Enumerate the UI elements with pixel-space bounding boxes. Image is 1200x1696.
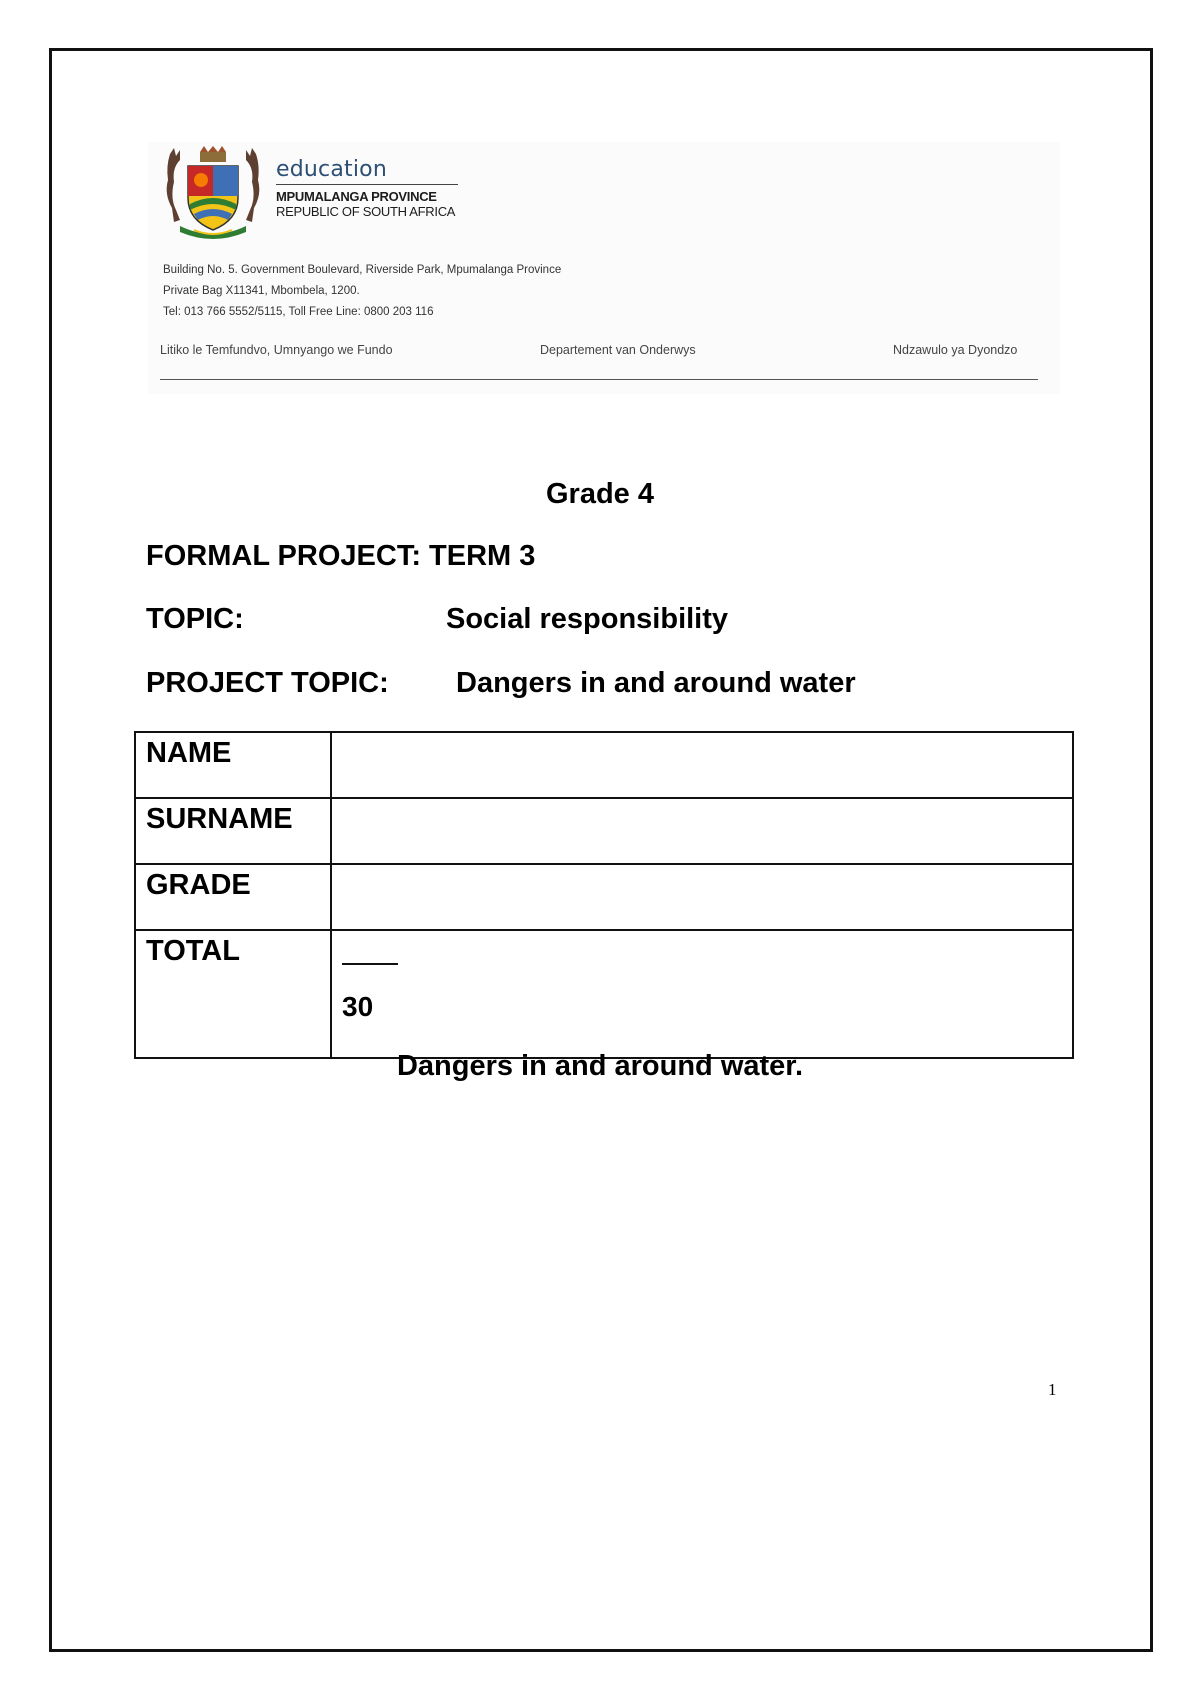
learner-details-table <box>134 731 1074 1059</box>
department-name-afrikaans: Departement van Onderwys <box>540 343 696 357</box>
name-label: NAME <box>135 732 331 798</box>
grade-label: GRADE <box>135 864 331 930</box>
table-row-surname <box>135 798 1073 864</box>
formal-project-heading: FORMAL PROJECT: TERM 3 <box>146 540 536 572</box>
letterhead <box>148 142 1060 394</box>
name-field[interactable] <box>331 732 1073 798</box>
address-line: Private Bag X11341, Mbombela, 1200. <box>163 285 360 297</box>
total-field[interactable] <box>331 930 1073 1058</box>
country-name: REPUBLIC OF SOUTH AFRICA <box>276 204 456 219</box>
project-topic-value: Dangers in and around water <box>456 667 856 699</box>
branding-divider <box>276 184 458 185</box>
address-line: Building No. 5. Government Boulevard, Riverside Park, Mpumalanga Province <box>163 264 562 276</box>
page-number: 1 <box>1048 1380 1057 1399</box>
project-topic-label: PROJECT TOPIC: <box>146 667 389 699</box>
total-score-box <box>332 931 1072 1053</box>
department-name-swati: Litiko le Temfundvo, Umnyango we Fundo <box>160 343 393 357</box>
grade-heading: Grade 4 <box>546 478 654 510</box>
topic-value: Social responsibility <box>446 603 729 635</box>
topic-label: TOPIC: <box>146 603 244 635</box>
total-label: TOTAL <box>135 930 331 1058</box>
table-row-grade <box>135 864 1073 930</box>
table-row-name <box>135 732 1073 798</box>
score-blank-line <box>342 963 398 965</box>
address-block <box>163 260 561 323</box>
coat-of-arms-icon <box>160 146 266 244</box>
grade-field[interactable] <box>331 864 1073 930</box>
surname-field[interactable] <box>331 798 1073 864</box>
province-name: MPUMALANGA PROVINCE <box>276 189 437 204</box>
surname-label: SURNAME <box>135 798 331 864</box>
address-line: Tel: 013 766 5552/5115, Toll Free Line: 0800 203 116 <box>163 306 434 318</box>
total-max-marks: 30 <box>342 991 374 1022</box>
section-title: Dangers in and around water. <box>396 1050 804 1082</box>
letterhead-divider <box>160 379 1038 380</box>
department-name-tsonga: Ndzawulo ya Dyondzo <box>893 343 1018 357</box>
table-row-total <box>135 930 1073 1058</box>
department-word: education <box>276 157 387 182</box>
department-branding <box>276 158 466 219</box>
